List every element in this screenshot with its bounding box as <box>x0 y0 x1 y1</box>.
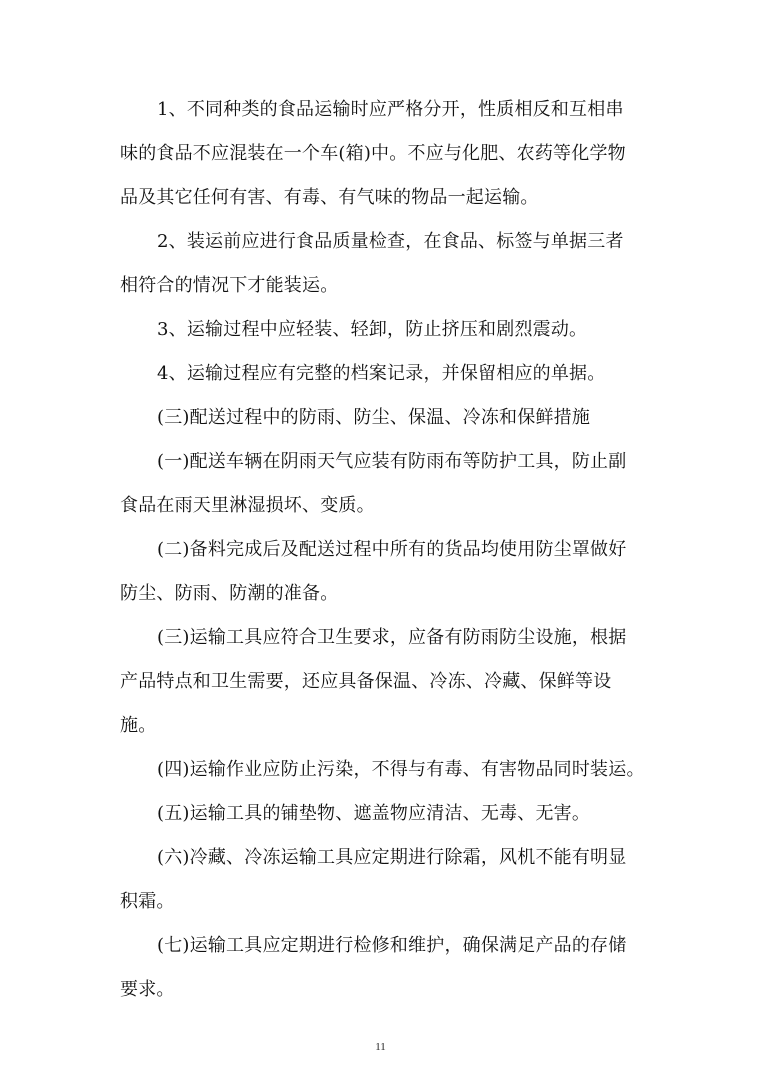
text-line: 要求。 <box>120 979 175 1000</box>
text-line: 味的食品不应混装在一个车(箱)中。不应与化肥、农药等化学物 <box>120 143 626 164</box>
text-line: (三)运输工具应符合卫生要求，应备有防雨防尘设施，根据 <box>157 627 627 648</box>
paragraph-3 <box>120 308 650 352</box>
text-line: (六)冷藏、冷冻运输工具应定期进行除霜，风机不能有明显 <box>157 847 627 868</box>
text-line: 3、运输过程中应轻装、轻卸，防止挤压和剧烈震动。 <box>157 319 588 340</box>
paragraph-6 <box>120 440 650 528</box>
paragraph-1 <box>120 88 650 220</box>
paragraph-12 <box>120 924 650 1012</box>
text-line: 品及其它任何有害、有毒、有气味的物品一起运输。 <box>120 187 539 208</box>
paragraph-11 <box>120 836 650 924</box>
document-body <box>120 88 650 1012</box>
paragraph-2 <box>120 220 650 308</box>
text-line: (五)运输工具的铺垫物、遮盖物应清洁、无毒、无害。 <box>157 803 591 824</box>
text-line: 1、不同种类的食品运输时应严格分开，性质相反和互相串 <box>157 99 624 120</box>
text-line: 相符合的情况下才能装运。 <box>120 275 339 296</box>
paragraph-9 <box>120 748 650 792</box>
paragraph-4 <box>120 352 650 396</box>
paragraph-7 <box>120 528 650 616</box>
page-number: 11 <box>375 1041 386 1053</box>
paragraph-10 <box>120 792 650 836</box>
text-line: (七)运输工具应定期进行检修和维护，确保满足产品的存储 <box>157 935 627 956</box>
text-line: 食品在雨天里淋湿损坏、变质。 <box>120 495 375 516</box>
section-heading <box>120 396 650 440</box>
text-line: (二)备料完成后及配送过程中所有的货品均使用防尘罩做好 <box>157 539 627 560</box>
text-line: (三)配送过程中的防雨、防尘、保温、冷冻和保鲜措施 <box>157 407 591 428</box>
text-line: 施。 <box>120 715 157 736</box>
text-line: (一)配送车辆在阴雨天气应装有防雨布等防护工具，防止副 <box>157 451 627 472</box>
text-line: 产品特点和卫生需要，还应具备保温、冷冻、冷藏、保鲜等设 <box>120 671 612 692</box>
text-line: 积霜。 <box>120 891 175 912</box>
text-line: (四)运输作业应防止污染，不得与有毒、有害物品同时装运。 <box>157 759 645 780</box>
text-line: 2、装运前应进行食品质量检查，在食品、标签与单据三者 <box>157 231 624 252</box>
text-line: 防尘、防雨、防潮的准备。 <box>120 583 339 604</box>
paragraph-8 <box>120 616 650 748</box>
text-line: 4、运输过程应有完整的档案记录，并保留相应的单据。 <box>157 363 606 384</box>
